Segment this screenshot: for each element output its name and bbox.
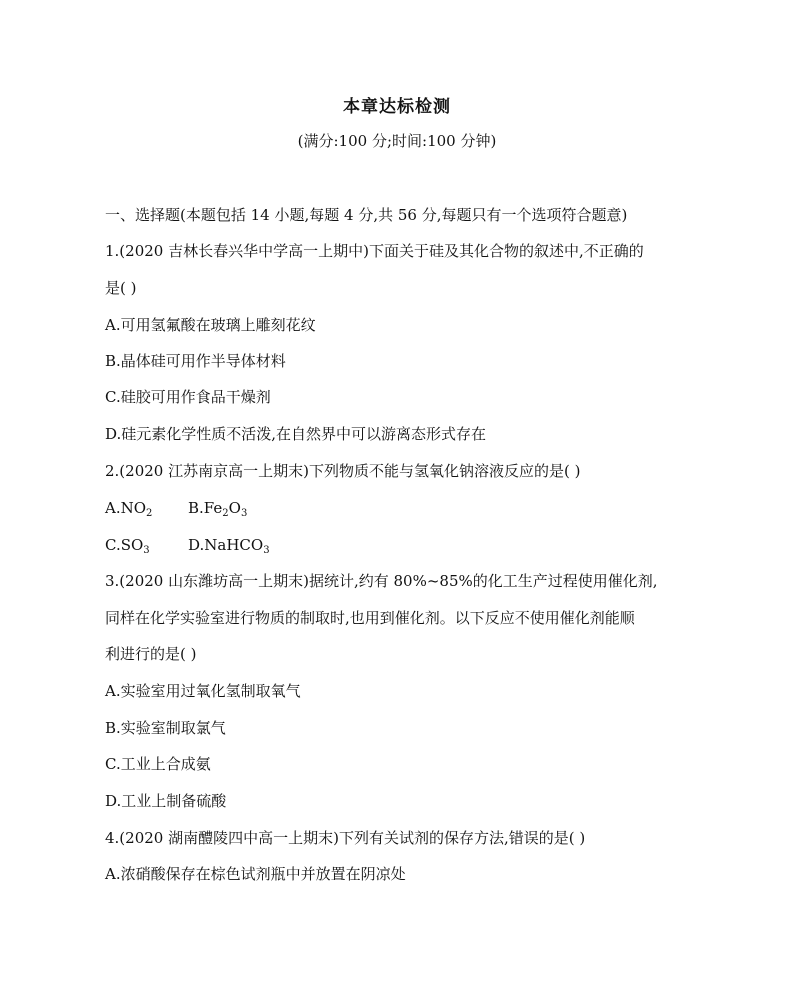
document-subtitle: (满分:100 分;时间:100 分钟) xyxy=(297,132,497,150)
q2-option-a: $A.NO_2$ xyxy=(105,499,153,519)
q2-option-c: $C.SO_3$ xyxy=(105,536,150,556)
q2-stem: 2.(2020 江苏南京高一上期末)下列物质不能与氢氧化钠溶液反应的是( ) xyxy=(105,462,581,480)
q2-option-b: $B.Fe_2O_3$ xyxy=(188,499,248,519)
q1-option-b: B.晶体硅可用作半导体材料 xyxy=(105,352,286,370)
q1-option-c: C.硅胶可用作食品干燥剂 xyxy=(105,388,271,406)
q2-options-row1 xyxy=(105,498,248,519)
q2-options-row2 xyxy=(105,535,270,556)
q1-option-a: A.可用氢氟酸在玻璃上雕刻花纹 xyxy=(105,316,316,334)
q3-option-c: C.工业上合成氨 xyxy=(105,755,211,773)
q1-option-d: D.硅元素化学性质不活泼,在自然界中可以游离态形式存在 xyxy=(105,425,487,443)
q4-option-a: A.浓硝酸保存在棕色试剂瓶中并放置在阴凉处 xyxy=(105,865,406,883)
q3-stem-line1: 3.(2020 山东潍坊高一上期末)据统计,约有 80%~85%的化工生产过程使用催化剂, xyxy=(105,572,658,590)
q3-option-b: B.实验室制取氯气 xyxy=(105,719,226,737)
q1-stem-line1: 1.(2020 吉林长春兴华中学高一上期中)下面关于硅及其化合物的叙述中,不正确的 xyxy=(105,242,644,260)
q3-stem-line2: 同样在化学实验室进行物质的制取时,也用到催化剂。以下反应不使用催化剂能顺 xyxy=(105,609,635,627)
q3-option-d: D.工业上制备硫酸 xyxy=(105,792,227,810)
document-title: 本章达标检测 xyxy=(343,97,451,117)
q1-stem-line2: 是( ) xyxy=(105,279,137,297)
q3-option-a: A.实验室用过氧化氢制取氧气 xyxy=(105,682,301,700)
q3-stem-line3: 利进行的是( ) xyxy=(105,645,197,663)
q4-stem: 4.(2020 湖南醴陵四中高一上期末)下列有关试剂的保存方法,错误的是( ) xyxy=(105,829,586,847)
q2-option-d: D.NaHCO$_3$ xyxy=(188,536,270,556)
section-heading: 一、选择题(本题包括 14 小题,每题 4 分,共 56 分,每题只有一个选项符合题意) xyxy=(105,206,628,224)
